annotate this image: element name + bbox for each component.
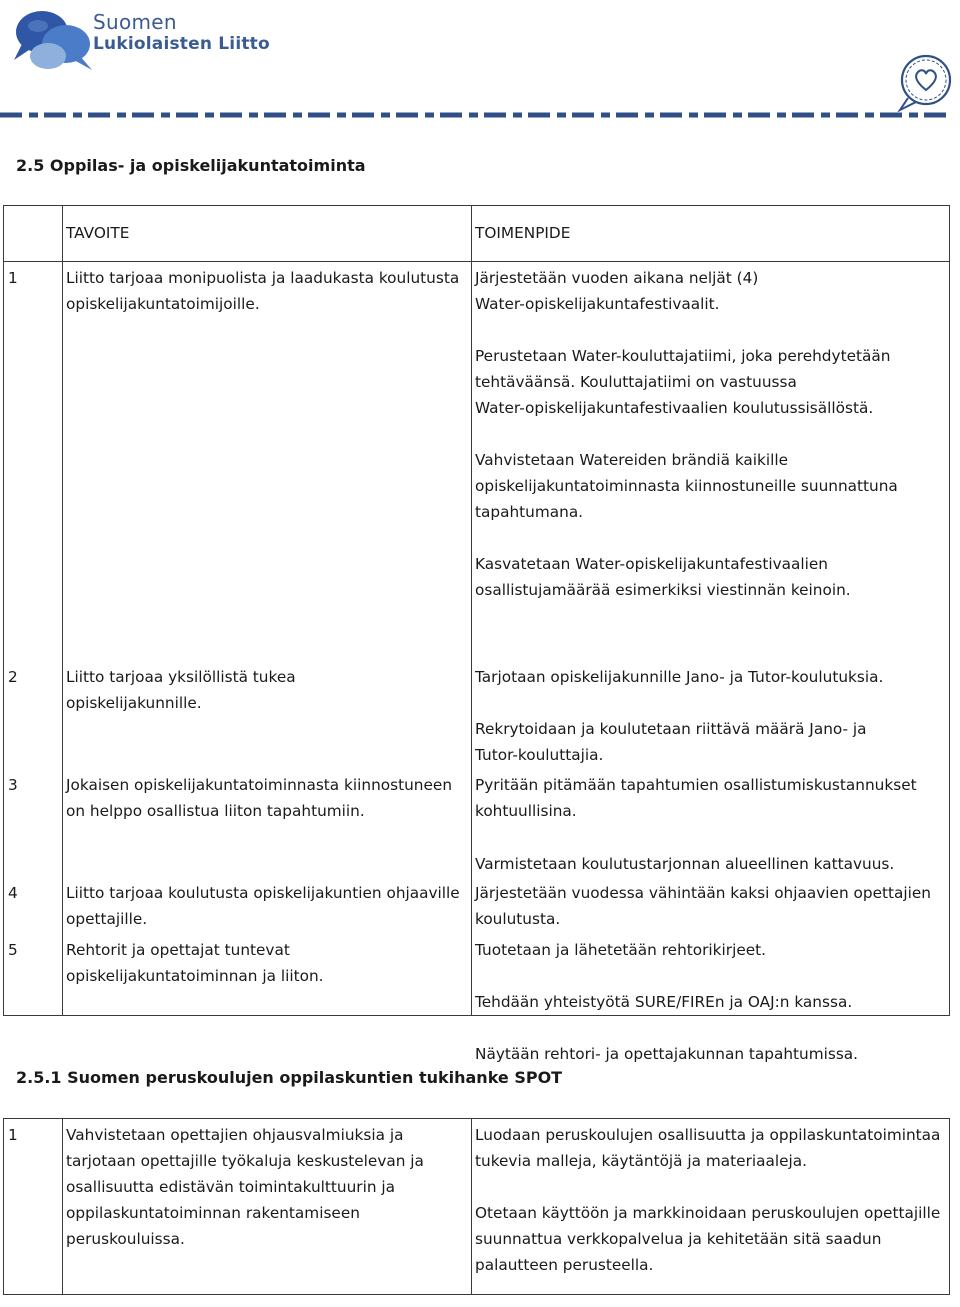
page-header (0, 0, 960, 125)
goal-number: 1 (8, 269, 18, 287)
column-header-action: TOIMENPIDE (475, 224, 571, 242)
text-line: Kasvatetaan Water-opiskelijakuntafestivaalien (475, 555, 828, 573)
text-line: Liitto tarjoaa yksilöllistä tukea (66, 668, 296, 686)
subsection-title: 2.5.1 Suomen peruskoulujen oppilaskuntien tukihanke SPOT (16, 1068, 563, 1087)
text-line: opiskelijakunnille. (66, 694, 202, 712)
table-row (4, 1119, 950, 1295)
text-line: Tehdään yhteistyötä SURE/FIREn ja OAJ:n kanssa. (475, 993, 853, 1011)
num-column (4, 262, 63, 1016)
heart-speech-bubble-icon (896, 52, 954, 112)
text-line: osallisuutta edistävän toimintakulttuurin ja (66, 1178, 396, 1196)
text-line: tukevia malleja, käytäntöjä ja materiaaleja. (475, 1152, 808, 1170)
text-line: palautteen perusteella. (475, 1256, 654, 1274)
text-line: Järjestetään vuoden aikana neljät (4) (475, 269, 759, 287)
header-num-cell (4, 206, 63, 262)
goal-column (63, 262, 472, 1016)
section-title: 2.5 Oppilas- ja opiskelijakuntatoiminta (16, 156, 366, 175)
text-line: Järjestetään vuodessa vähintään kaksi ohjaavien opettajien (475, 884, 931, 902)
text-line: oppilaskuntatoiminnan rakentamiseen (66, 1204, 360, 1222)
text-line: Vahvistetaan opettajien ohjausvalmiuksia ja (66, 1126, 404, 1144)
text-line: opiskelijakuntatoiminnasta kiinnostuneille suunnattuna (475, 477, 898, 495)
text-line: Liitto tarjoaa koulutusta opiskelijakuntien ohjaaville (66, 884, 460, 902)
text-line: Liitto tarjoaa monipuolista ja laadukasta koulutusta (66, 269, 460, 287)
action-text (475, 989, 945, 1015)
text-line: Vahvistetaan Watereiden brändiä kaikille (475, 451, 789, 469)
goal-number: 5 (8, 941, 18, 959)
text-line: Water-opiskelijakuntafestivaalit. (475, 295, 720, 313)
goal-text (66, 937, 466, 989)
text-line: tarjotaan opettajille työkaluja keskustelevan ja (66, 1152, 424, 1170)
goal-number: 2 (8, 668, 18, 686)
goal-number: 4 (8, 884, 18, 902)
logo-text-line1: Suomen (93, 10, 177, 34)
text-line: Näytään rehtori- ja opettajakunnan tapahtumissa. (475, 1045, 859, 1063)
text-line: Tutor-kouluttajia. (475, 746, 604, 764)
text-line: tapahtumana. (475, 503, 584, 521)
table-header-row (4, 206, 950, 262)
goal-text (66, 1122, 466, 1252)
text-line: suunnattua verkkopalvelua ja kehitetään sitä saadun (475, 1230, 882, 1248)
action-text (475, 551, 945, 603)
text-line: Varmistetaan koulutustarjonnan alueellinen kattavuus. (475, 855, 895, 873)
table-row (4, 262, 950, 1016)
action-text (475, 772, 945, 824)
text-line: Rekrytoidaan ja koulutetaan riittävä määrä Jano- ja (475, 720, 867, 738)
column-header-goal: TAVOITE (66, 224, 130, 242)
goal-text (66, 664, 466, 716)
text-line: Jokaisen opiskelijakuntatoiminnasta kiinnostuneen (66, 776, 453, 794)
text-line: koulutusta. (475, 910, 561, 928)
action-text (475, 447, 945, 525)
goal-number: 1 (8, 1126, 18, 1144)
text-line: Water-opiskelijakuntafestivaalien koulutussisällöstä. (475, 399, 874, 417)
logo-text-line2: Lukiolaisten Liitto (93, 34, 270, 54)
goal-text (66, 265, 466, 317)
spot-table (3, 1118, 950, 1295)
num-column (4, 1119, 63, 1295)
action-text (475, 880, 945, 932)
text-line: opiskelijakuntatoiminnan ja liiton. (66, 967, 324, 985)
goal-number: 3 (8, 776, 18, 794)
text-line: Tuotetaan ja lähetetään rehtorikirjeet. (475, 941, 766, 959)
dashed-divider (0, 108, 948, 122)
action-text (475, 664, 945, 690)
action-text (475, 1122, 945, 1174)
action-text (475, 343, 945, 421)
header-action-cell (472, 206, 950, 262)
speech-bubbles-logo-icon (8, 4, 96, 76)
text-line: Tarjotaan opiskelijakunnille Jano- ja Tutor-koulutuksia. (475, 668, 884, 686)
text-line: tehtäväänsä. Kouluttajatiimi on vastuussa (475, 373, 797, 391)
text-line: on helppo osallistua liiton tapahtumiin. (66, 802, 365, 820)
text-line: Rehtorit ja opettajat tuntevat (66, 941, 290, 959)
text-line: opiskelijakuntatoimijoille. (66, 295, 260, 313)
action-column (472, 1119, 950, 1295)
text-line: kohtuullisina. (475, 802, 577, 820)
goal-text (66, 880, 466, 932)
action-text (475, 265, 945, 317)
action-text (475, 851, 945, 877)
action-text (475, 1041, 945, 1067)
text-line: osallistujamäärää esimerkiksi viestinnän keinoin. (475, 581, 851, 599)
text-line: peruskouluissa. (66, 1230, 185, 1248)
text-line: opettajille. (66, 910, 148, 928)
header-goal-cell (63, 206, 472, 262)
action-text (475, 716, 945, 768)
text-line: Luodaan peruskoulujen osallisuutta ja oppilaskuntatoimintaa (475, 1126, 941, 1144)
goal-column (63, 1119, 472, 1295)
action-column (472, 262, 950, 1063)
text-line: Pyritään pitämään tapahtumien osallistumiskustannukset (475, 776, 917, 794)
goals-actions-table (3, 205, 950, 1063)
goal-text (66, 772, 466, 824)
action-text (475, 1200, 945, 1278)
text-line: Perustetaan Water-kouluttajatiimi, joka perehdytetään (475, 347, 891, 365)
action-text (475, 937, 945, 963)
text-line: Otetaan käyttöön ja markkinoidaan peruskoulujen opettajille (475, 1204, 941, 1222)
